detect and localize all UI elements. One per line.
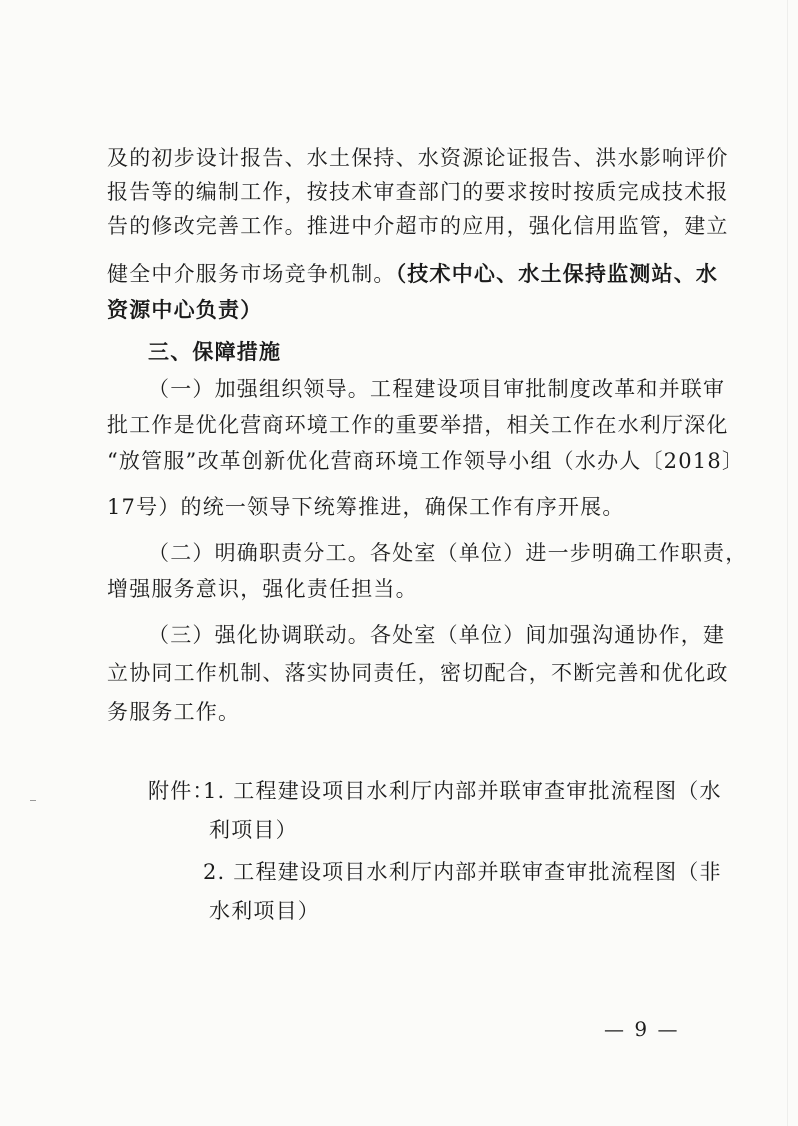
- attachment-item: 1. 工程建设项目水利厅内部并联审查审批流程图（水: [203, 779, 722, 803]
- body-line: 务服务工作。: [107, 700, 241, 724]
- page-number: — 9 —: [604, 1017, 680, 1041]
- responsibility-note: （技术中心、水土保持监测站、水: [395, 261, 719, 286]
- responsibility-note: 资源中心负责）: [107, 297, 263, 322]
- body-line: 报告等的编制工作，按技术审查部门的要求按时按质完成技术报: [107, 180, 729, 204]
- body-line: （一）加强组织领导。工程建设项目审批制度改革和并联审: [148, 377, 726, 401]
- body-line: （三）强化协调联动。各处室（单位）间加强沟通协作，建: [148, 623, 726, 647]
- attachment-item: 2. 工程建设项目水利厅内部并联审查审批流程图（非: [203, 860, 722, 884]
- scan-edge: [787, 0, 788, 1126]
- section-heading: 三、保障措施: [148, 340, 282, 364]
- attachment-item-cont: 利项目）: [209, 818, 298, 842]
- body-line-mixed: [107, 259, 719, 289]
- body-line: 告的修改完善工作。推进中介超市的应用，强化信用监管，建立: [107, 214, 729, 238]
- body-text: 健全中介服务市场竞争机制。: [107, 262, 396, 286]
- body-line: （二）明确职责分工。各处室（单位）进一步明确工作职责，: [148, 541, 748, 565]
- body-line: 增强服务意识，强化责任担当。: [107, 577, 418, 601]
- attachment-item-cont: 水利项目）: [209, 899, 320, 923]
- body-line: 及的初步设计报告、水土保持、水资源论证报告、洪水影响评价: [107, 146, 729, 170]
- body-line: “放管服”改革创新优化营商环境工作领导小组（水办人〔2018〕: [107, 449, 745, 473]
- body-line: 17号）的统一领导下统筹推进，确保工作有序开展。: [107, 495, 625, 519]
- attachments-label: 附件：: [148, 779, 215, 803]
- body-line: 立协同工作机制、落实协同责任，密切配合，不断完善和优化政: [107, 661, 729, 685]
- scan-mark: [30, 800, 36, 801]
- body-line: 批工作是优化营商环境工作的重要举措，相关工作在水利厅深化: [107, 413, 729, 437]
